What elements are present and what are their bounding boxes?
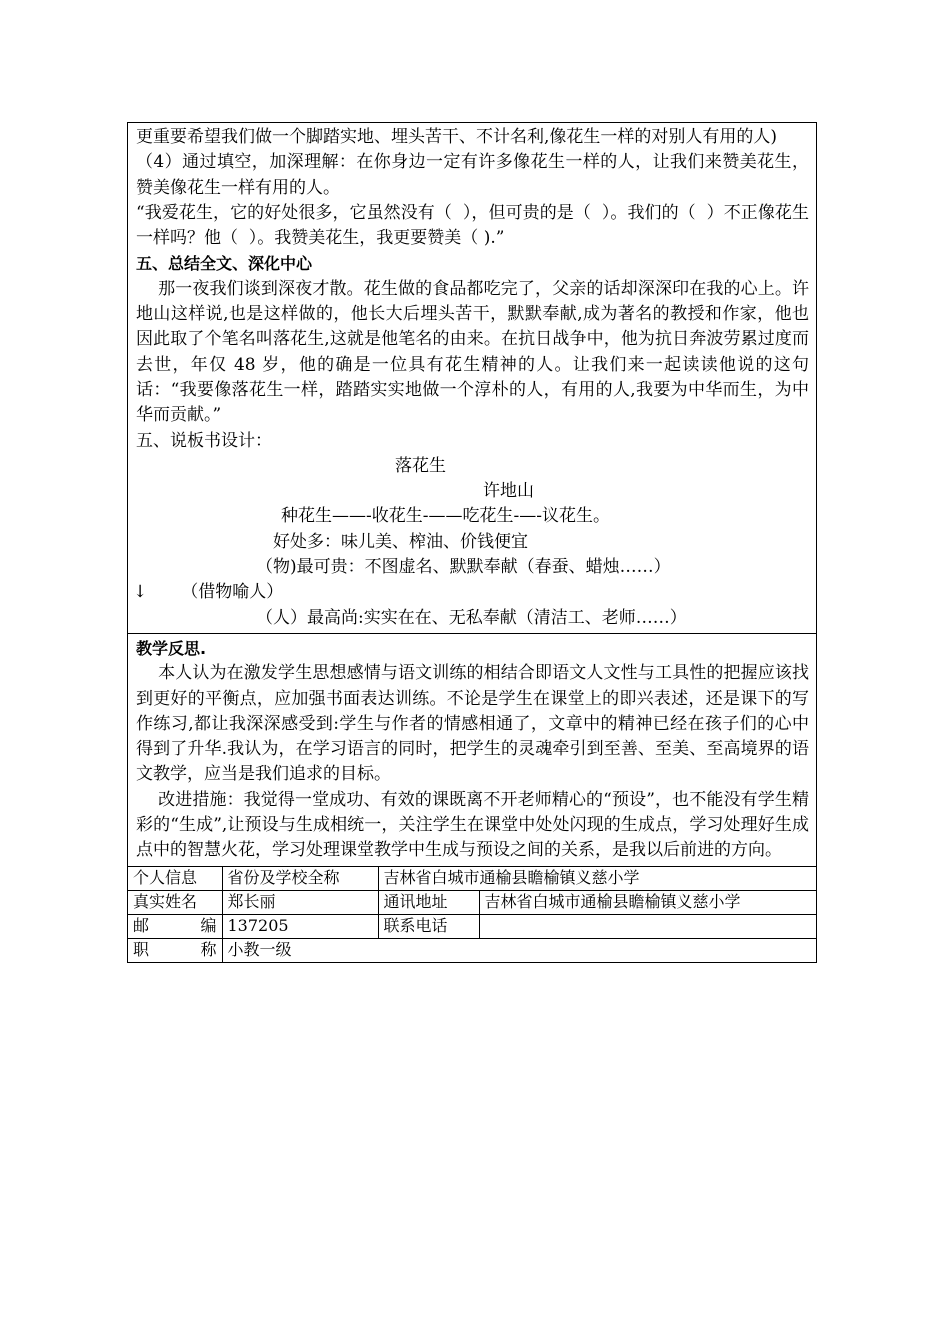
board-benefits: 好处多：味儿美、榨油、价钱便宜 (273, 531, 528, 552)
address-label: 通讯地址 (378, 890, 479, 914)
board-metaphor: （借物喻人） (181, 582, 284, 603)
table-row (128, 914, 816, 938)
address-value: 吉林省白城市通榆县瞻榆镇义慈小学 (479, 890, 816, 914)
board-design-heading: 五、说板书设计： (136, 430, 272, 451)
lesson-process-cell (128, 123, 816, 634)
fill-blank-paragraph: “我爱花生，它的好处很多，它虽然没有（ ），但可贵的是（ ）。我们的（ ）不正像花生一样吗？他（ ）。我赞美花生，我更要赞美（ ).” (136, 202, 809, 249)
board-flow: 种花生——-收花生-——吃花生-—-议花生。 (281, 506, 610, 527)
board-metaphor-line (133, 580, 809, 605)
school-value: 吉林省白城市通榆县瞻榆镇义慈小学 (378, 867, 816, 891)
job-title-label (128, 938, 222, 962)
section-5-body: 那一夜我们谈到深夜才散。花生做的食品都吃完了，父亲的话却深深印在我的心上。许地山这样说,也是这样做的，他长大后埋头苦干，默默奉献,成为著名的教授和作家，他也因此取了个笔名叫落花生,这就是他笔名的由来。在抗日战争中，他为抗日奔波劳累过度而去世，年仅 48 岁，他的确是一位具有花生精神的人。让我们来一起读读他说的这句话：“我要像落花生一样，踏踏实实地做一个淳朴的人，有用的人,我要为中华而生，为中华而贡献。” (136, 278, 809, 426)
reflection-paragraph-1: 本人认为在激发学生思想感情与语文训练的相结合即语文人文性与工具性的把握应该找到更好的平衡点，应加强书面表达训练。不论是学生在课堂上的即兴表述，还是课下的写作练习,都让我深深感受到:学生与作者的情感相通了，文章中的精神已经在孩子们的心中得到了升华.我认为，在学习语言的同时，把学生的灵魂牵引到至善、至美、至高境界的语文教学，应当是我们追求的目标。 (136, 663, 809, 785)
job-title-label-char-2: 称 (200, 940, 217, 960)
blackboard-design (133, 454, 809, 631)
step-4-paragraph: （4）通过填空，加深理解：在你身边一定有许多像花生一样的人，让我们来赞美花生，赞美像花生一样有用的人。 (136, 152, 809, 198)
postcode-value: 137205 (222, 914, 378, 938)
board-person: （人）最高尚:实实在在、无私奉献（清洁工、老师……） (256, 607, 687, 628)
personal-info-label: 个人信息 (128, 867, 222, 891)
reflection-paragraph-2: 改进措施：我觉得一堂成功、有效的课既离不开老师精心的“预设”，也不能没有学生精彩的“生成”,让预设与生成相统一，关注学生在课堂中处处闪现的生成点，学习处理好生成点中的智慧火花，学习处理课堂教学中生成与预设之间的关系，是我以后前进的方向。 (136, 789, 809, 861)
reflection-heading: 教学反思. (136, 638, 207, 658)
continuation-paragraph: 更重要希望我们做一个脚踏实地、埋头苦干、不计名利,像花生一样的对别人有用的人) (136, 127, 778, 147)
board-title: 落花生 (395, 455, 446, 476)
job-title-value: 小教一级 (222, 938, 816, 962)
down-arrow-icon: ↓ (133, 582, 148, 603)
section-5-heading: 五、总结全文、深化中心 (136, 254, 313, 274)
phone-label: 联系电话 (378, 914, 479, 938)
table-row (128, 890, 816, 914)
school-label: 省份及学校全称 (222, 867, 378, 891)
board-author: 许地山 (483, 481, 534, 502)
postcode-label-char-1: 邮 (133, 916, 150, 936)
phone-value (479, 914, 816, 938)
lesson-plan-table (127, 122, 817, 963)
name-label: 真实姓名 (128, 890, 222, 914)
table-row (128, 867, 816, 891)
reflection-cell (128, 634, 816, 867)
personal-info-table (128, 867, 816, 962)
postcode-label (128, 914, 222, 938)
name-value: 郑长丽 (222, 890, 378, 914)
table-row (128, 938, 816, 962)
board-thing: （物)最可贵：不图虚名、默默奉献（春蚕、蜡烛……） (256, 557, 671, 578)
job-title-label-char-1: 职 (133, 940, 150, 960)
postcode-label-char-2: 编 (200, 916, 217, 936)
